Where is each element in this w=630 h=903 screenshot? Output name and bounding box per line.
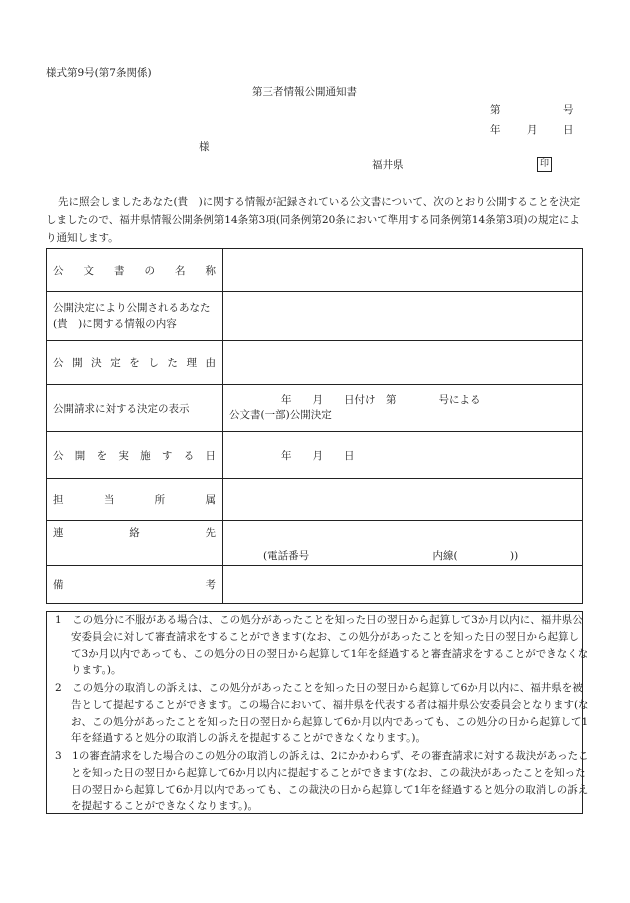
remarks-label: 備 考 xyxy=(47,566,223,604)
reason-value xyxy=(223,341,583,385)
date-day: 日 xyxy=(563,124,574,136)
notice-table xyxy=(46,248,583,604)
number-prefix: 第 xyxy=(490,104,501,116)
notes-box xyxy=(46,611,589,814)
contact-label: 連 絡 先 xyxy=(47,521,223,566)
table-row xyxy=(47,292,583,341)
department-label: 担 当 所 属 xyxy=(47,479,223,521)
contact-value xyxy=(223,521,583,566)
contact-extension: 内線( )) xyxy=(432,550,519,562)
addressee-suffix: 様 xyxy=(199,141,210,153)
form-number: 様式第9号(第7条関係) xyxy=(46,67,152,79)
number-suffix: 号 xyxy=(563,104,574,116)
request-decision-line2: 公文書(一部)公開決定 xyxy=(229,409,332,421)
implementation-date-value: 年 月 日 xyxy=(223,432,583,479)
date-year: 年 xyxy=(490,124,501,136)
table-row xyxy=(47,521,583,566)
contact-phone: (電話番号 xyxy=(263,550,310,562)
table-row xyxy=(47,432,583,479)
request-decision-line1: 年 月 日付け 第 号による xyxy=(281,394,481,406)
table-row xyxy=(47,249,583,292)
issuer-name: 福井県 xyxy=(372,159,404,171)
seal-mark: 印 xyxy=(537,157,552,172)
table-row xyxy=(47,341,583,385)
department-value xyxy=(223,479,583,521)
document-name-value xyxy=(223,249,583,292)
note-item-2: 2 この処分の取消しの訴えは、この処分があったことを知った日の翌日から起算して6か月以内に、福井県を被告として提起することができます。この場合において、福井県を代表する者は福井県公安委員会となります(なお、この処分があったことを知った日の翌日から起算して6か月以内であっても、この処分の日から起算して1年を経過すると処分の取消しの訴えを提起することができなくなります。)。 xyxy=(55,682,589,745)
reason-label: 公 開 決 定 を し た 理 由 xyxy=(47,341,223,385)
notice-body: 先に照会しましたあなた(貴 )に関する情報が記録されている公文書について、次のとおり公開することを決定しましたので、福井県情報公開条例第14条第3項(同条例第20条において準用する同条例第14条第3項)の規定により通知します。 xyxy=(46,196,581,244)
table-row xyxy=(47,385,583,432)
implementation-date-label: 公 開 を 実 施 す る 日 xyxy=(47,432,223,479)
disclosed-info-label: 公開決定により公開されるあなた(貴 )に関する情報の内容 xyxy=(47,292,223,341)
disclosed-info-value xyxy=(223,292,583,341)
date-month: 月 xyxy=(527,124,538,136)
note-item-1: 1 この処分に不服がある場合は、この処分があったことを知った日の翌日から起算して3か月以内に、福井県公安委員会に対して審査請求をすることができます(なお、この処分があったことを知った日の翌日から起算して3か月以内であっても、この処分の日の翌日から起算して1年を経過すると審査請求をすることができなくなります。)。 xyxy=(55,614,589,677)
request-decision-label: 公開請求に対する決定の表示 xyxy=(47,385,223,432)
document-title: 第三者情報公開通知書 xyxy=(252,86,357,98)
request-decision-value xyxy=(223,385,583,432)
table-row xyxy=(47,566,583,604)
note-item-3: 3 1の審査請求をした場合のこの処分の取消しの訴えは、2にかかわらず、その審査請求に対する裁決があったことを知った日の翌日から起算して6か月以内に提起することができます(なお、この裁決があったことを知った日の翌日から起算して6か月以内であっても、この裁決の日から起算して1年を経過すると処分の取消しの訴えを提起することができなくなります。)。 xyxy=(55,750,589,813)
remarks-value xyxy=(223,566,583,604)
table-row xyxy=(47,479,583,521)
document-name-label: 公 文 書 の 名 称 xyxy=(47,249,223,292)
